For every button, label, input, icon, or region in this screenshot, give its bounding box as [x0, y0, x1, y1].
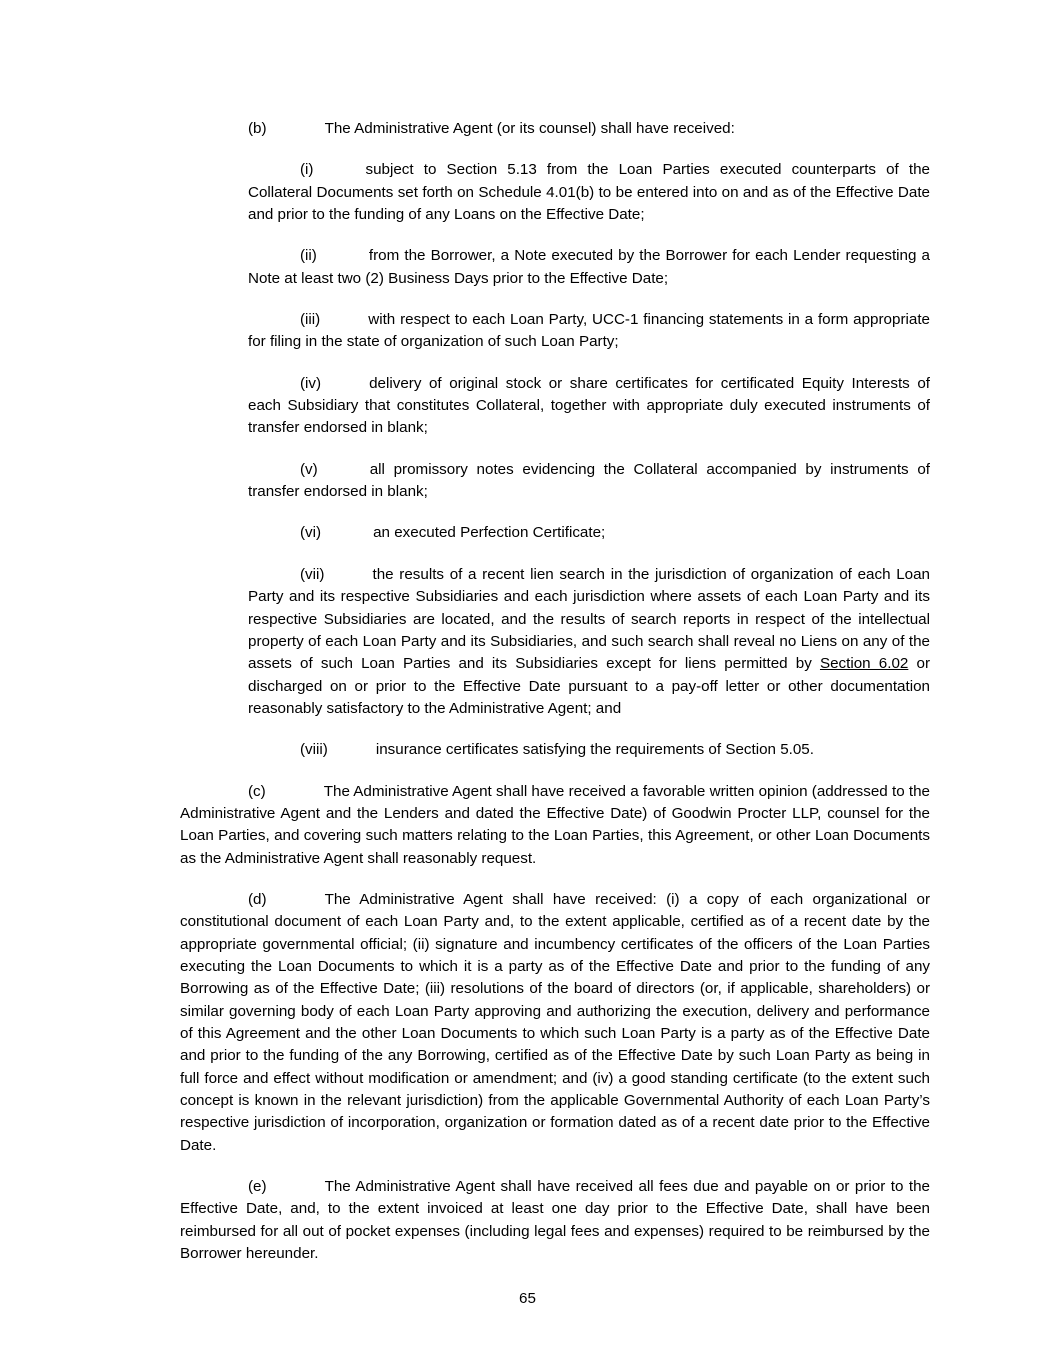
paragraph-vii — [180, 564, 930, 720]
paragraph-vi — [180, 522, 930, 544]
paragraph-marker: (viii) — [300, 741, 328, 759]
paragraph-marker: (iv) — [300, 374, 322, 392]
paragraph-viii — [180, 739, 930, 761]
paragraph-text: The Administrative Agent shall have received a favorable written opinion (addressed to the Administrative Agent and the Lenders and dated the Effective Date) of Goodwin Procter LLP, counsel for the Loan Parties, and covering such matters relating to the Loan Parties, this Agreement, or other Loan Documents as the Administrative Agent shall reasonably request. — [180, 782, 930, 867]
paragraph-marker: (ii) — [300, 247, 317, 265]
paragraph-marker: (iii) — [300, 311, 321, 329]
paragraph-text: delivery of original stock or share certificates for certificated Equity Interests of each Subsidiary that constitutes Collateral, together with appropriate duly executed instruments of transfer endorsed in blank; — [248, 374, 930, 437]
paragraph-text: The Administrative Agent shall have received: (i) a copy of each organizational or constitutional document of each Loan Party and, to the extent applicable, certified as of a recent date by the appropriate governmental official; (ii) signature and incumbency certificates of the officers of the Loan Parties executing the Loan Documents to which it is a party as of the Effective Date and prior to the funding of any Borrowing as of the Effective Date; (iii) resolutions of the board of directors (or, if applicable, shareholders) or similar governing body of each Loan Party approving and authorizing the execution, delivery and performance of this Agreement and the other Loan Documents to which such Loan Party is a party as of the Effective Date and prior to the funding of the any Borrowing, certified as of the Effective Date by such Loan Party as being in full force and effect without modification or amendment; and (iv) a good standing certificate (to the extent such concept is known in the relevant jurisdiction) from the applicable Governmental Authority of each Loan Party’s respective jurisdiction of incorporation, organization or formation dated as of a recent date prior to the Effective Date. — [180, 890, 930, 1154]
paragraph-text: an executed Perfection Certificate; — [373, 524, 606, 542]
paragraph-text-cont: or discharged on or prior to the Effective Date pursuant to a pay-off letter or other documentation reasonably satisfactory to the Administrative Agent; and — [248, 655, 930, 717]
paragraph-e — [180, 1176, 930, 1265]
paragraph-i — [180, 159, 930, 226]
paragraph-v — [180, 459, 930, 504]
paragraph-iii — [180, 309, 930, 354]
paragraph-text: all promissory notes evidencing the Collateral accompanied by instruments of transfer endorsed in blank; — [248, 460, 930, 501]
page-number: 65 — [519, 1290, 536, 1307]
paragraph-ii — [180, 245, 930, 290]
paragraph-text: subject to Section 5.13 from the Loan Parties executed counterparts of the Collateral Documents set forth on Schedule 4.01(b) to be entered into on and as of the Effective Date and prior to the funding of any Loans on the Effective Date; — [248, 161, 930, 224]
cross-reference-link-section-6-02[interactable]: Section 6.02 — [819, 655, 909, 673]
paragraph-marker: (vii) — [300, 565, 325, 583]
paragraph-marker: (e) — [248, 1178, 267, 1196]
paragraph-text: with respect to each Loan Party, UCC-1 financing statements in a form appropriate for filing in the state of organization of such Loan Party; — [248, 311, 930, 351]
paragraph-text: the results of a recent lien search in the jurisdiction of organization of each Loan Party and its respective Subsidiaries and each jurisdiction where assets of each Loan Party and its respective Subsidiaries are located, and the results of search reports in respect of the intellectual property of each Loan Party and its Subsidiaries, and such search shall reveal no Liens on any of the assets of such Loan Parties and its Subsidiaries except for liens permitted by — [248, 565, 930, 673]
paragraph-marker: (i) — [300, 161, 314, 179]
paragraph-text: The Administrative Agent (or its counsel) shall have received: — [324, 120, 735, 137]
paragraph-c — [180, 781, 930, 870]
paragraph-marker: (vi) — [300, 524, 322, 542]
paragraph-text: from the Borrower, a Note executed by the Borrower for each Lender requesting a Note at least two (2) Business Days prior to the Effective Date; — [248, 247, 930, 287]
paragraph-marker: (d) — [248, 890, 267, 908]
paragraph-b — [180, 118, 930, 140]
paragraph-text: insurance certificates satisfying the requirements of Section 5.05. — [375, 741, 814, 759]
paragraph-marker: (b) — [248, 120, 267, 137]
paragraph-text: The Administrative Agent shall have received all fees due and payable on or prior to the Effective Date, and, to the extent invoiced at least one day prior to the Effective Date, shall have been reimbursed for all out of pocket expenses (including legal fees and expenses) required to be reimbursed by the Borrower hereunder. — [180, 1178, 930, 1263]
paragraph-marker: (v) — [300, 460, 318, 478]
paragraph-d — [180, 889, 930, 1157]
paragraph-iv — [180, 373, 930, 440]
paragraph-marker: (c) — [248, 782, 266, 800]
